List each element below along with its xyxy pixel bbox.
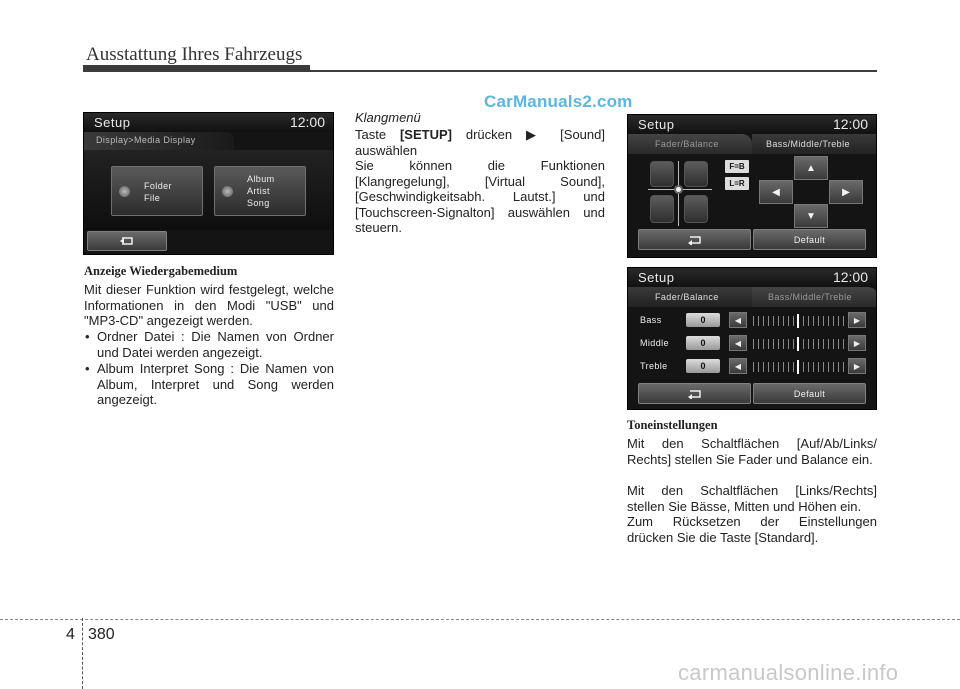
tab-fader-balance[interactable] <box>628 134 752 154</box>
balance-center-badge: L=R <box>725 177 749 190</box>
treble-increase-button[interactable] <box>848 358 866 374</box>
tab-label: Bass/Middle/Treble <box>766 139 850 149</box>
tab-label: Fader/Balance <box>655 139 719 149</box>
fader-balance-screen <box>627 114 877 258</box>
chapter-number: 4 <box>66 626 75 643</box>
arrow-right-icon: ▶ <box>842 186 850 198</box>
instruction-suffix: [Sound] auswählen <box>355 127 605 158</box>
default-label: Default <box>793 234 826 245</box>
screen-title: Setup <box>638 117 675 132</box>
screen-title: Setup <box>638 270 675 285</box>
folder-file-button[interactable] <box>111 166 203 216</box>
arrow-down-icon: ▼ <box>806 210 816 222</box>
folder-label: Folder <box>144 181 172 191</box>
footer-divider <box>82 618 83 689</box>
breadcrumb-label: Display>Media Display <box>96 135 196 145</box>
caption-media-display: Anzeige Wiedergabemedium <box>84 264 238 278</box>
breadcrumb <box>84 132 234 150</box>
paragraph-functions: Sie können die Funktionen [Klangregelung], [Virtual Sound], [Geschwindigkeitsabh. Lautst.] und [Touchscreen-Signalton] auswählen und steuern. <box>355 158 605 235</box>
play-arrow-icon: ▶ <box>526 127 547 142</box>
middle-label: Middle <box>640 338 669 348</box>
default-button[interactable] <box>753 383 866 404</box>
seat-rear-left-icon <box>650 195 674 223</box>
screen-clock: 12:00 <box>289 114 325 130</box>
back-button[interactable] <box>87 231 167 251</box>
tab-label: Fader/Balance <box>655 292 719 302</box>
treble-label: Treble <box>640 361 668 371</box>
artist-label: Artist <box>247 186 270 196</box>
paragraph-instruction <box>355 127 605 158</box>
middle-increase-button[interactable] <box>848 335 866 351</box>
arrow-left-icon: ◀ <box>734 361 742 371</box>
tab-bass-middle-treble[interactable] <box>752 134 877 154</box>
balance-position-marker[interactable] <box>674 185 683 194</box>
treble-slider[interactable] <box>753 362 845 372</box>
watermark-bottom: carmanualsonline.info <box>678 660 899 685</box>
back-button[interactable] <box>638 229 751 250</box>
page-number: 380 <box>88 626 115 643</box>
treble-decrease-button[interactable] <box>729 358 747 374</box>
footer-rule <box>0 619 960 620</box>
balance-right-button[interactable] <box>829 180 863 204</box>
arrow-left-icon: ◀ <box>734 338 742 348</box>
tab-fader-balance[interactable] <box>628 287 752 307</box>
bass-slider[interactable] <box>753 316 845 326</box>
header-rule <box>310 70 877 72</box>
instruction-prefix: Taste <box>355 127 400 142</box>
radio-indicator-icon <box>119 186 130 197</box>
section-heading-sound-menu: Klangmenü <box>355 110 421 125</box>
file-label: File <box>144 193 161 203</box>
watermark-top: CarManuals2.com <box>484 92 633 111</box>
seat-front-left-icon <box>650 161 674 187</box>
bass-increase-button[interactable] <box>848 312 866 328</box>
arrow-right-icon: ▶ <box>853 315 861 325</box>
bass-decrease-button[interactable] <box>729 312 747 328</box>
slider-knob[interactable] <box>797 360 799 374</box>
slider-knob[interactable] <box>797 314 799 328</box>
paragraph-reset: Zum Rücksetzen der Einstellungen drücken Sie die Taste [Standard]. <box>627 514 877 545</box>
radio-indicator-icon <box>222 186 233 197</box>
treble-value: 0 <box>686 359 720 373</box>
slider-knob[interactable] <box>797 337 799 351</box>
media-display-screen <box>83 112 334 255</box>
bass-value: 0 <box>686 313 720 327</box>
paragraph-intro: Mit dieser Funktion wird festgelegt, welche Informationen in den Modi "USB" und "MP3-CD" angezeigt werden. <box>84 282 334 328</box>
arrow-up-icon: ▲ <box>806 162 816 174</box>
song-label: Song <box>247 198 270 208</box>
screen-clock: 12:00 <box>832 116 868 132</box>
album-artist-song-button[interactable] <box>214 166 306 216</box>
page-header-title: Ausstattung Ihres Fahrzeugs <box>86 44 303 65</box>
fader-down-button[interactable] <box>794 204 828 228</box>
screen-clock: 12:00 <box>832 269 868 285</box>
middle-value: 0 <box>686 336 720 350</box>
paragraph-fader-balance: Mit den Schaltflächen [Auf/Ab/Links/ Rechts] stellen Sie Fader und Balance ein. <box>627 436 877 467</box>
instruction-mid: drücken <box>451 127 526 142</box>
setup-key-label: [SETUP] <box>399 127 452 142</box>
arrow-left-icon: ◀ <box>772 186 780 198</box>
balance-left-button[interactable] <box>759 180 793 204</box>
arrow-right-icon: ▶ <box>853 361 861 371</box>
arrow-right-icon: ▶ <box>853 338 861 348</box>
back-button[interactable] <box>638 383 751 404</box>
middle-slider[interactable] <box>753 339 845 349</box>
arrow-left-icon: ◀ <box>734 315 742 325</box>
default-button[interactable] <box>753 229 866 250</box>
caption-tone-settings: Toneinstellungen <box>627 418 718 432</box>
list-item: • Album Interpret Song : Die Namen von Album, Interpret und Song werden angezeigt. <box>85 361 334 408</box>
back-arrow-icon <box>687 389 703 399</box>
tab-label: Bass/Middle/Treble <box>768 292 852 302</box>
bass-label: Bass <box>640 315 662 325</box>
tab-bass-middle-treble[interactable] <box>752 287 877 307</box>
fader-center-badge: F=B <box>725 160 749 173</box>
list-item: • Ordner Datei : Die Namen von Ordner und Datei werden angezeigt. <box>85 329 334 360</box>
album-label: Album <box>247 174 275 184</box>
bass-middle-treble-screen <box>627 267 877 410</box>
seat-rear-right-icon <box>684 195 708 223</box>
fader-up-button[interactable] <box>794 156 828 180</box>
default-label: Default <box>793 388 826 399</box>
back-arrow-icon <box>119 236 135 246</box>
back-arrow-icon <box>687 235 703 245</box>
header-bar <box>83 65 310 72</box>
screen-title: Setup <box>94 115 131 130</box>
paragraph-bass-middle-treble: Mit den Schaltflächen [Links/Rechts] stellen Sie Bässe, Mitten und Höhen ein. <box>627 483 877 514</box>
middle-decrease-button[interactable] <box>729 335 747 351</box>
seat-front-right-icon <box>684 161 708 187</box>
